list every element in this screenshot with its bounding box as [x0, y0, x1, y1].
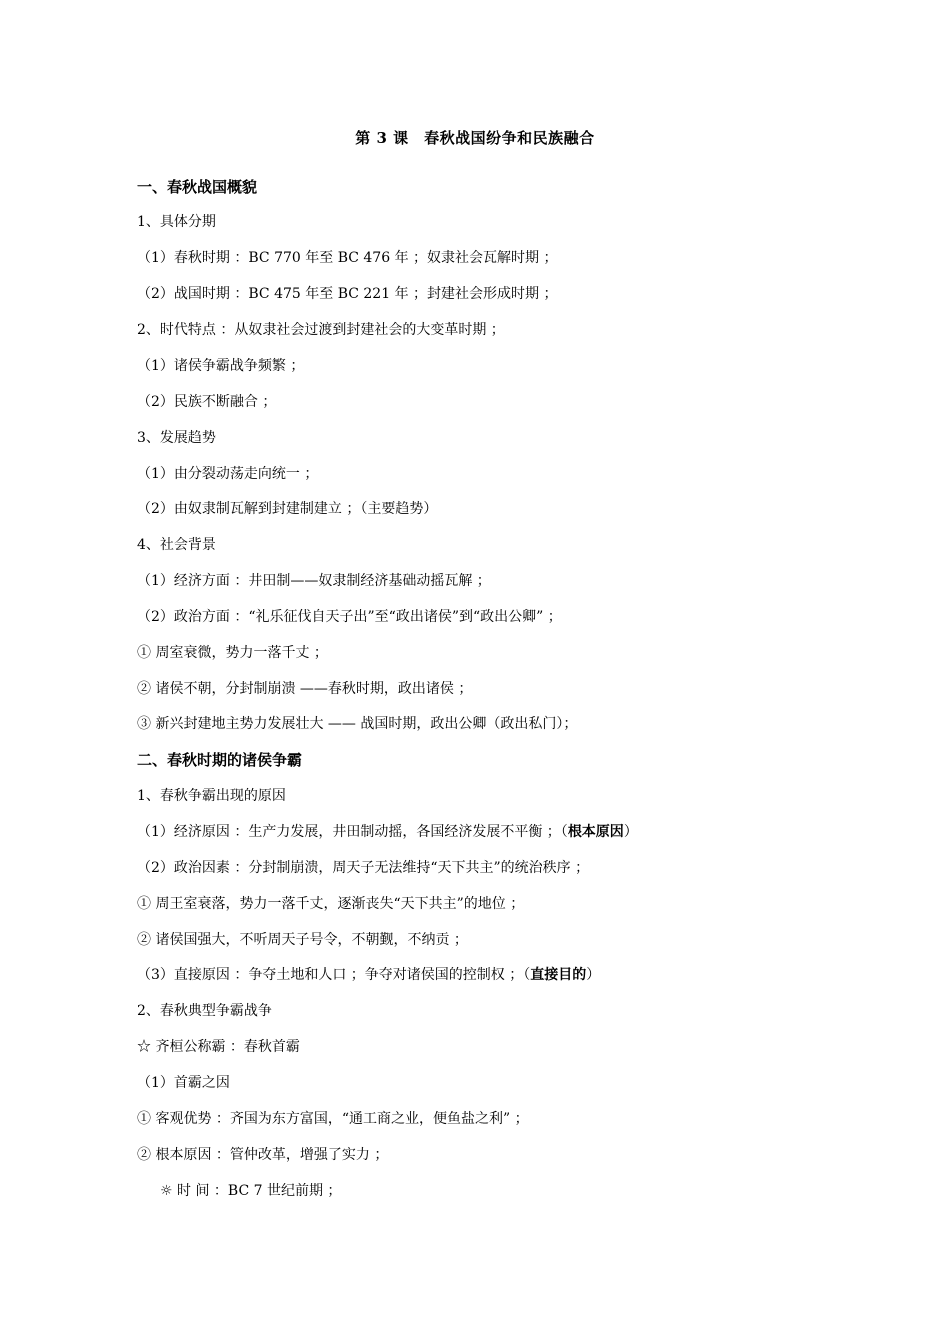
section-heading: 二、春秋时期的诸侯争霸: [137, 751, 303, 769]
text-line: ② 根本原因 ：管仲改革，增强了实力 ；: [137, 1147, 389, 1163]
text-line: ② 诸侯不朝，分封制崩溃 ——春秋时期，政出诸侯 ；: [137, 681, 473, 697]
text-line: 3、发展趋势: [137, 430, 216, 446]
text-line: （1）诸侯争霸战争频繁 ；: [137, 358, 305, 374]
text-segment: （1）经济原因 ：生产力发展，井田制动摇，各国经济发展不平衡 ；（: [137, 824, 568, 840]
bold-emphasis: 根本原因: [567, 824, 624, 840]
text-line: （1）春秋时期 ：BC 770 年至 BC 476 年 ；奴隶社会瓦解时期 ；: [137, 250, 558, 266]
text-line: （1）由分裂动荡走向统一 ；: [137, 466, 319, 482]
text-line: （1）经济方面 ：井田制——奴隶制经济基础动摇瓦解 ；: [137, 573, 491, 589]
text-line: [137, 965, 600, 985]
text-line: 4、社会背景: [137, 537, 216, 553]
text-line: 1、具体分期: [137, 214, 216, 230]
text-line: （2）政治因素 ：分封制崩溃，周天子无法维持“天下共主”的统治秩序 ；: [137, 860, 590, 876]
text-line: （2）由奴隶制瓦解到封建制建立 ；（主要趋势）: [137, 501, 438, 517]
text-segment: ）: [623, 824, 638, 840]
bold-emphasis: 直接目的: [530, 967, 587, 983]
section-heading: 一、春秋战国概貌: [137, 178, 258, 196]
text-line: ③ 新兴封建地主势力发展壮大 —— 战国时期，政出公卿（政出私门）；: [137, 716, 578, 732]
text-line: （1）首霸之因: [137, 1075, 230, 1091]
text-line: [137, 822, 638, 842]
text-line: ☆ 齐桓公称霸 ：春秋首霸: [137, 1039, 300, 1055]
page-title: 第 3 课 春秋战国纷争和民族融合: [355, 129, 595, 147]
text-line: 2、时代特点 ：从奴隶社会过渡到封建社会的大变革时期 ；: [137, 322, 505, 338]
text-segment: （3）直接原因 ：争夺土地和人口 ；争夺对诸侯国的控制权 ；（: [137, 967, 531, 983]
text-line: 1、春秋争霸出现的原因: [137, 788, 286, 804]
text-line: ① 周室衰微，势力一落千丈 ；: [137, 645, 328, 661]
text-line: 2、春秋典型争霸战争: [137, 1003, 272, 1019]
text-line: （2）政治方面 ：“礼乐征伐自天子出”至“政出诸侯”到“政出公卿” ；: [137, 609, 562, 625]
text-line: （2）战国时期 ：BC 475 年至 BC 221 年 ；封建社会形成时期 ；: [137, 286, 558, 302]
text-line: ① 周王室衰落，势力一落千丈，逐渐丧失“天下共主”的地位 ；: [137, 896, 525, 912]
text-line: ① 客观优势 ：齐国为东方富国，“通工商之业，便鱼盐之利” ；: [137, 1111, 529, 1127]
text-segment: ）: [586, 967, 601, 983]
text-line: ☼ 时 间 ：BC 7 世纪前期 ；: [160, 1183, 342, 1199]
text-line: ② 诸侯国强大，不听周天子号令，不朝觐，不纳贡 ；: [137, 932, 468, 948]
text-line: （2）民族不断融合 ；: [137, 394, 277, 410]
